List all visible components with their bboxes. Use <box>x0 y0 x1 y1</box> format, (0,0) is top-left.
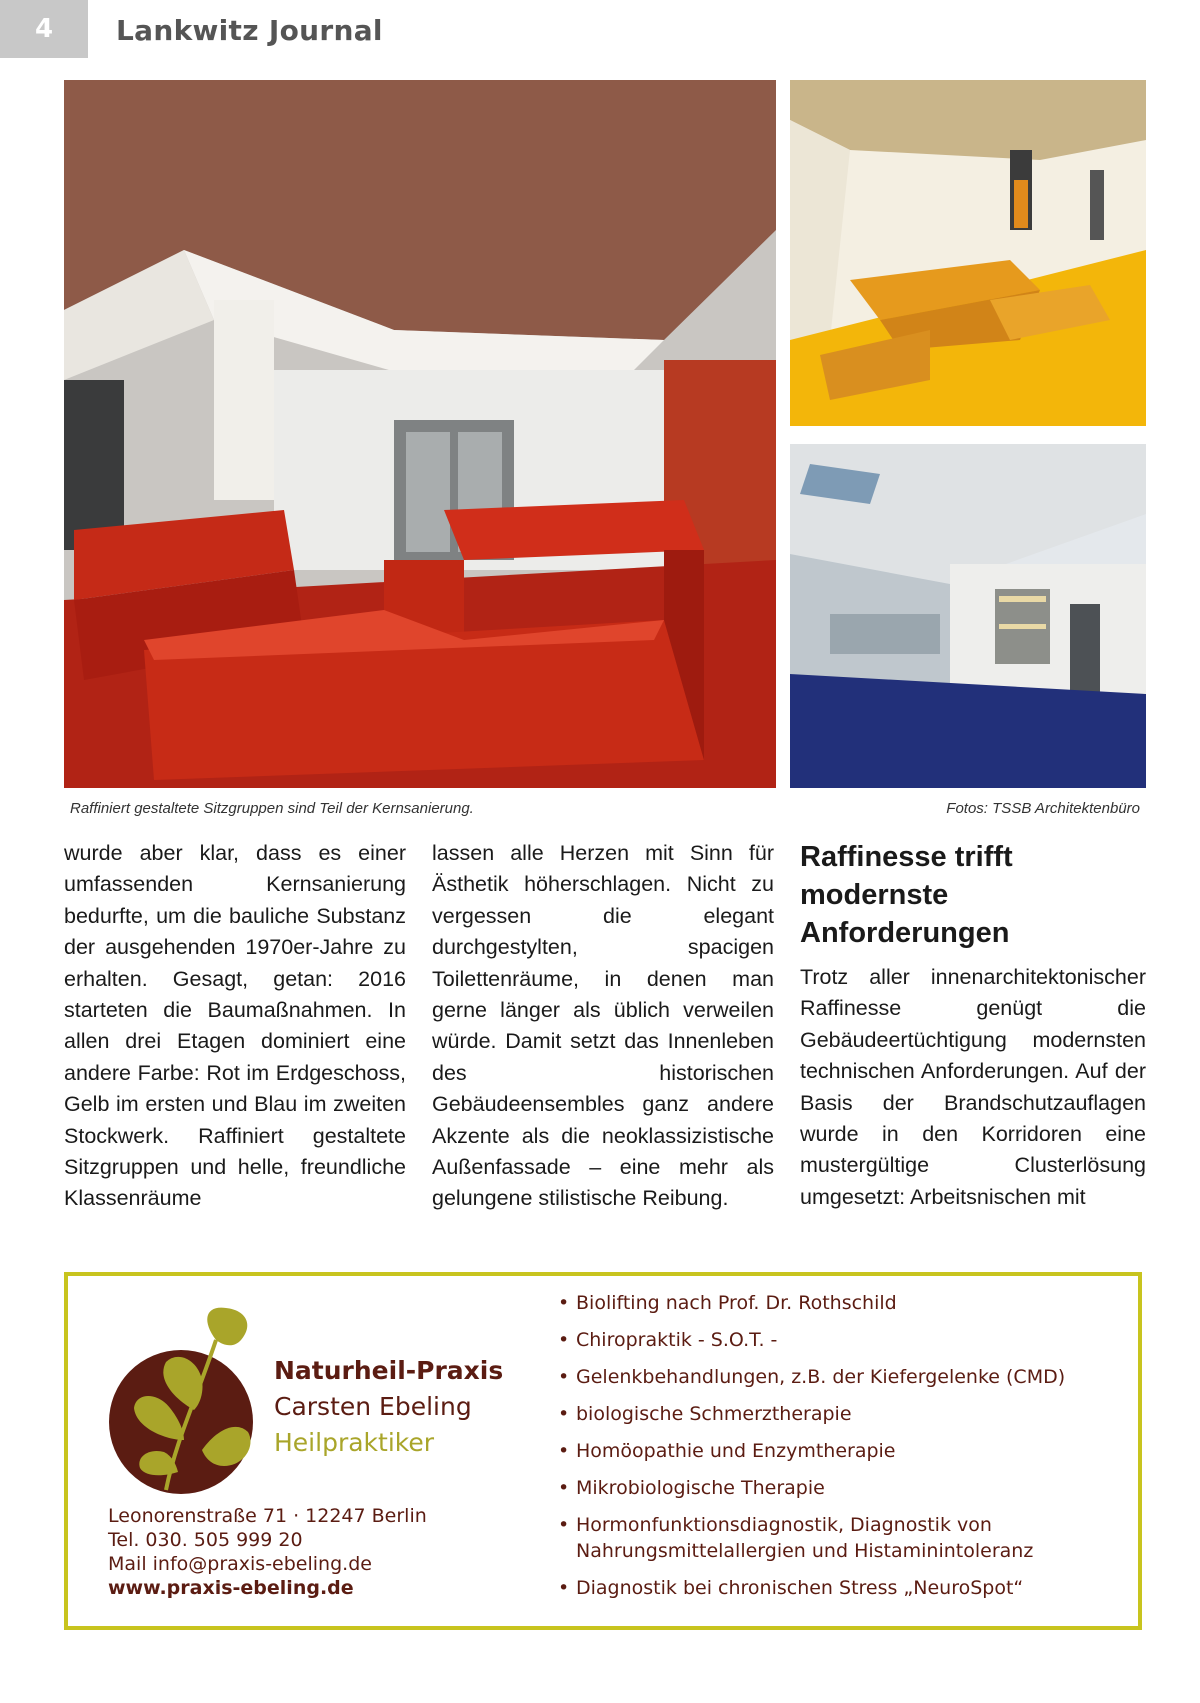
photo-red-lounge <box>64 80 776 788</box>
mail-line[interactable]: Mail info@praxis-ebeling.de <box>108 1553 372 1575</box>
journal-title: Lankwitz Journal <box>116 14 383 47</box>
contact-block <box>108 1504 427 1600</box>
section-heading: Raffinesse trifft modernste Anforderungen <box>800 841 1013 949</box>
photo-blue-corridor <box>790 444 1146 788</box>
website-link[interactable]: www.praxis-ebeling.de <box>108 1577 354 1599</box>
ginkgo-logo-icon <box>106 1300 256 1500</box>
list-item: • Diagnostik bei chronischen Stress „NeuroSpot“ <box>558 1577 1024 1599</box>
list-item: • biologische Schmerztherapie <box>558 1403 852 1425</box>
list-item: • Biolifting nach Prof. Dr. Rothschild <box>558 1292 897 1314</box>
advertisement-box <box>64 1272 1142 1630</box>
list-item: • Homöopathie und Enzymtherapie <box>558 1440 896 1462</box>
list-item: • Hormonfunktionsdiagnostik, Diagnostik von Nahrungsmittelallergien und Histaminintoleranz <box>558 1514 1034 1562</box>
article-column-3-text: Trotz aller innenarchitektonischer Raffinesse genügt die Gebäudeertüchtigung modernsten technischen Anforderungen. Auf der Basis der Brandschutzauflagen wurde in den Korridoren eine mustergültige Clusterlösung umgesetzt: Arbeitsnischen mit <box>800 965 1146 1209</box>
photo-yellow-corridor <box>790 80 1146 426</box>
phone-line: Tel. 030. 505 999 20 <box>108 1529 303 1551</box>
list-item: • Chiropraktik - S.O.T. - <box>558 1329 778 1351</box>
list-item: • Gelenkbehandlungen, z.B. der Kiefergelenke (CMD) <box>558 1366 1066 1388</box>
photo-credit: Fotos: TSSB Architektenbüro <box>946 800 1140 817</box>
article-column-3 <box>800 838 1146 1213</box>
article-column-2: lassen alle Herzen mit Sinn für Ästhetik höherschlagen. Nicht zu vergessen die elegant durchgestylten, spacigen Toilettenräume, in denen man gerne länger als üblich verweilen würde. Damit setzt das Innenleben des historischen Gebäudeensembles ganz andere Akzente als die neoklassizistische Außenfassade – eine mehr als gelungene stilistische Reibung. <box>432 841 774 1211</box>
practitioner-name: Carsten Ebeling <box>274 1392 472 1421</box>
practitioner-role: Heilpraktiker <box>274 1428 435 1457</box>
page-number: 4 <box>34 14 54 44</box>
page-number-box <box>0 0 88 58</box>
services-list <box>558 1290 1128 1612</box>
photo-caption: Raffiniert gestaltete Sitzgruppen sind Teil der Kernsanierung. <box>70 800 474 817</box>
address-line: Leonorenstraße 71 · 12247 Berlin <box>108 1505 427 1527</box>
article-column-1: wurde aber klar, dass es einer umfassenden Kernsanierung bedurfte, um die bauliche Substanz der ausgehenden 1970er-Jahre zu erhalten. Gesagt, getan: 2016 starteten die Baumaßnahmen. In allen drei Etagen dominiert eine andere Farbe: Rot im Erdgeschoss, Gelb im ersten und Blau im zweiten Stockwerk. Raffiniert gestaltete Sitzgruppen und helle, freundliche Klassenräume <box>64 841 406 1211</box>
practice-name: Naturheil-Praxis <box>274 1356 504 1385</box>
list-item: • Mikrobiologische Therapie <box>558 1477 825 1499</box>
